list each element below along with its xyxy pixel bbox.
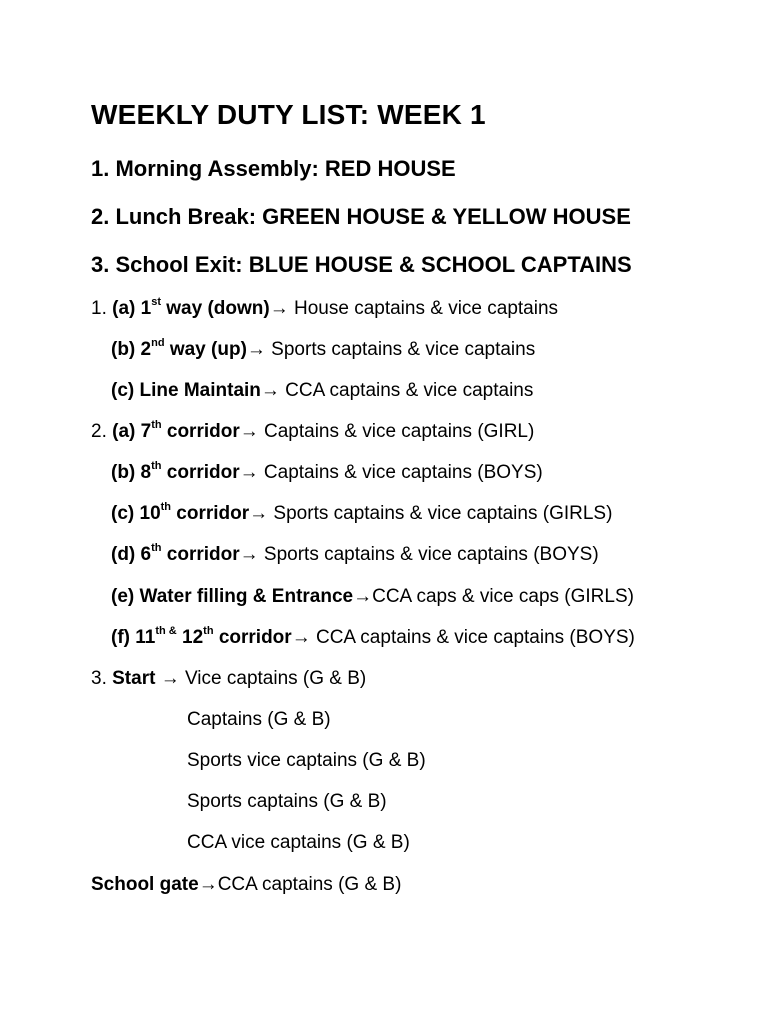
duty-item-2a bbox=[91, 420, 534, 444]
arrow-icon: → bbox=[353, 586, 373, 607]
arrow-icon: → bbox=[239, 544, 259, 565]
item-label: School gate bbox=[91, 874, 199, 895]
arrow-icon: → bbox=[239, 462, 259, 483]
item-text: Sports captains & vice captains (GIRLS) bbox=[268, 503, 613, 524]
page-title: WEEKLY DUTY LIST: WEEK 1 bbox=[91, 99, 486, 130]
item-text: Sports captains & vice captains bbox=[265, 339, 536, 360]
duty-item-1b bbox=[111, 338, 535, 362]
heading-morning-assembly: 1. Morning Assembly: RED HOUSE bbox=[91, 156, 456, 181]
item-label: Start bbox=[112, 668, 156, 689]
list-item: Captains (G & B) bbox=[187, 709, 331, 730]
item-label: (b) 8th corridor bbox=[111, 459, 240, 483]
section-number: 3. bbox=[91, 668, 113, 689]
item-text: Captains & vice captains (BOYS) bbox=[258, 462, 543, 483]
item-label: (e) Water filling & Entrance bbox=[111, 586, 354, 607]
duty-item-school-gate bbox=[91, 873, 401, 897]
item-label: (d) 6th corridor bbox=[111, 541, 240, 565]
item-label: (a) 7th corridor bbox=[112, 418, 240, 442]
duty-item-2f bbox=[111, 626, 635, 650]
duty-item-3-start bbox=[91, 667, 366, 691]
heading-school-exit: 3. School Exit: BLUE HOUSE & SCHOOL CAPTAINS bbox=[91, 252, 632, 277]
item-label: (a) 1st way (down) bbox=[112, 295, 270, 319]
item-label: (f) $11^{th \&}$ 12th corridor bbox=[111, 624, 292, 648]
item-text: Sports captains & vice captains (BOYS) bbox=[258, 544, 599, 565]
item-label: (c) Line Maintain bbox=[111, 380, 261, 401]
arrow-icon: → bbox=[160, 668, 180, 689]
list-item: Sports vice captains (G & B) bbox=[187, 750, 426, 771]
arrow-icon: → bbox=[249, 503, 269, 524]
duty-item-2c bbox=[111, 502, 612, 526]
duty-item-2b bbox=[111, 461, 543, 485]
duty-item-2d bbox=[111, 543, 599, 567]
arrow-icon: → bbox=[239, 421, 259, 442]
arrow-icon: → bbox=[291, 627, 311, 648]
heading-lunch-break: 2. Lunch Break: GREEN HOUSE & YELLOW HOUSE bbox=[91, 204, 631, 229]
section-number: 2. bbox=[91, 421, 113, 442]
item-text: Captains & vice captains (GIRL) bbox=[258, 421, 535, 442]
item-label: (c) 10th corridor bbox=[111, 500, 250, 524]
arrow-icon: → bbox=[246, 339, 266, 360]
duty-item-1a bbox=[91, 297, 558, 321]
item-text: CCA caps & vice caps (GIRLS) bbox=[372, 586, 634, 607]
list-item: CCA vice captains (G & B) bbox=[187, 832, 410, 853]
item-text: CCA captains (G & B) bbox=[217, 874, 402, 895]
arrow-icon: → bbox=[260, 380, 280, 401]
item-text: CCA captains & vice captains bbox=[279, 380, 534, 401]
item-label: (b) 2nd way (up) bbox=[111, 336, 247, 360]
section-number: 1. bbox=[91, 298, 113, 319]
item-text: Vice captains (G & B) bbox=[179, 668, 367, 689]
item-text: CCA captains & vice captains (BOYS) bbox=[310, 627, 635, 648]
duty-item-2e bbox=[111, 585, 634, 609]
arrow-icon: → bbox=[269, 298, 289, 319]
list-item: Sports captains (G & B) bbox=[187, 791, 387, 812]
duty-item-1c bbox=[111, 379, 533, 403]
arrow-icon: → bbox=[198, 874, 218, 895]
item-text: House captains & vice captains bbox=[288, 298, 559, 319]
